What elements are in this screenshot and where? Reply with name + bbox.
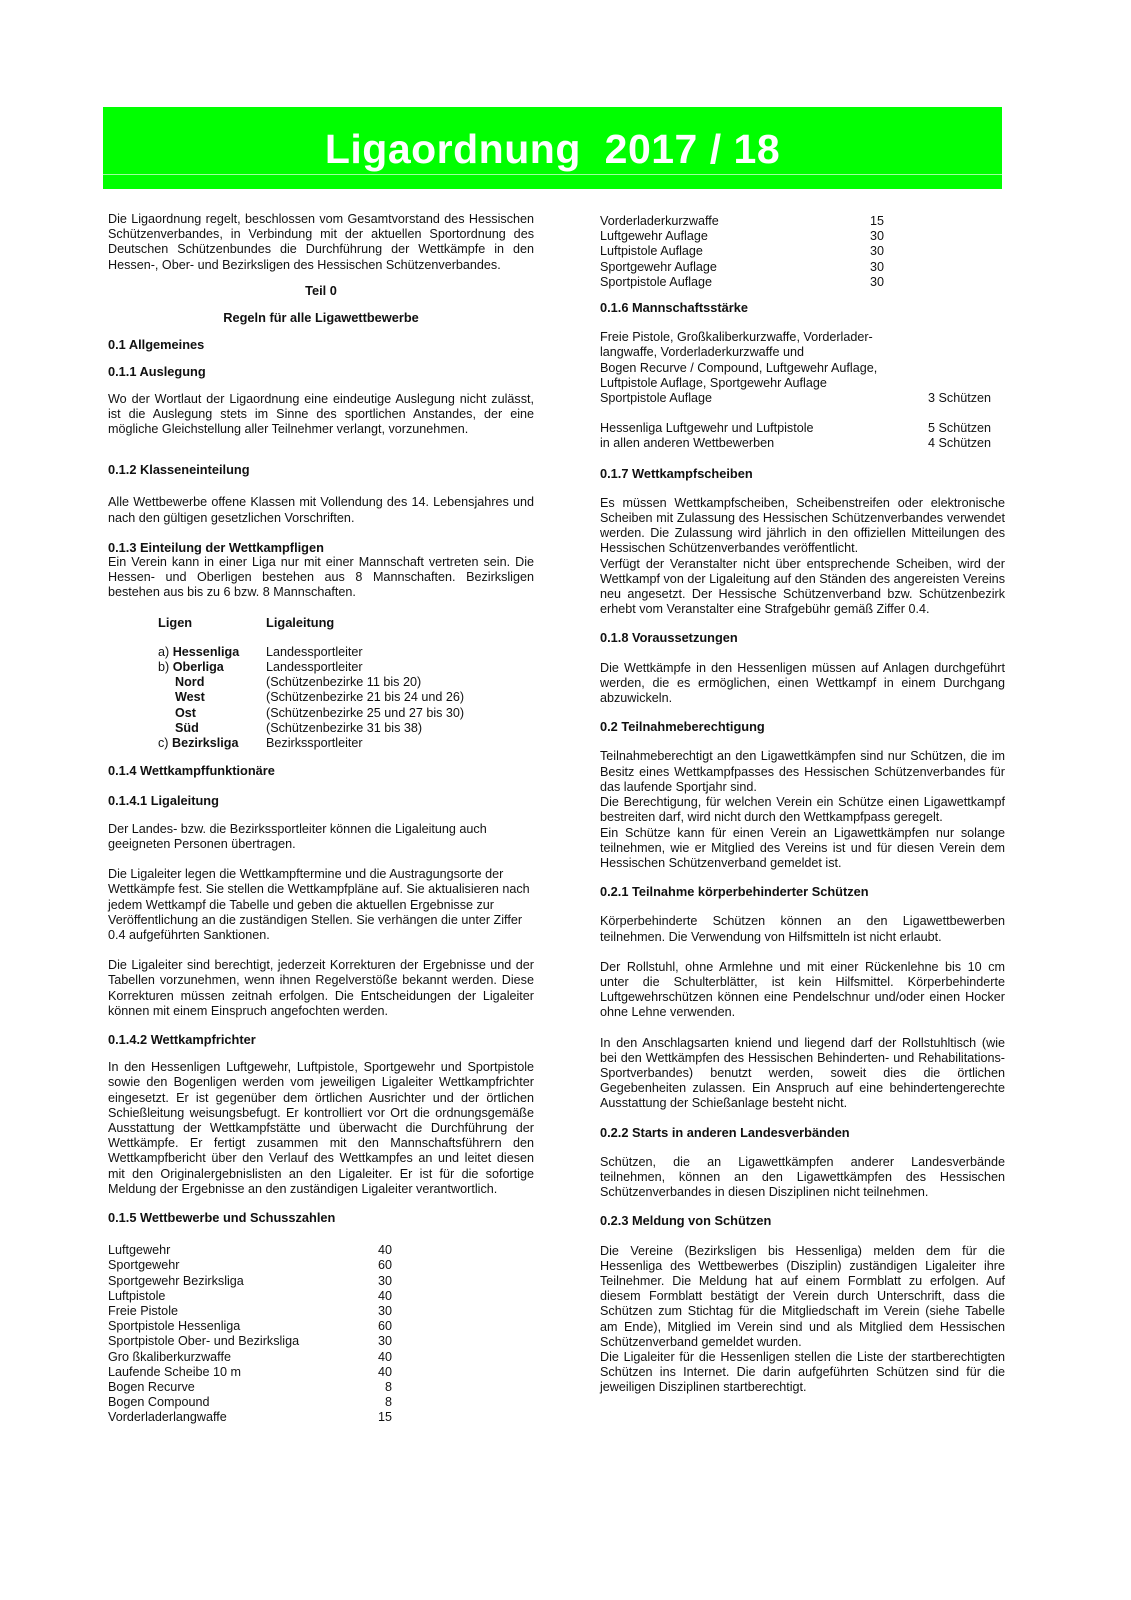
league-lead: (Schützenbezirke 31 bis 38)	[266, 720, 423, 735]
league-name: Süd	[175, 720, 199, 735]
shot-count: 60	[377, 1319, 392, 1334]
section-text-0-2-1-p3: In den Anschlagsarten kniend und liegend darf der Rollstuhltisch (wie bei den Wettkämpfen des Hessischen Behinderten- und Rehabilitations-Sportverbandes) benutzt werden, soweit dies die örtlichen Gegebenheiten zulassen. Ein Anspruch auf eine behindertengerechte Ausstattung der Schießanlage besteht nicht.	[600, 1035, 1005, 1111]
league-lead: Bezirkssportleiter	[266, 736, 363, 751]
section-text-0-1-4-1-p3: Die Ligaleiter sind berechtigt, jederzeit Korrekturen der Ergebnisse und der Tabellen vorzunehmen, wenn ihnen Regelverstöße bekannt werden. Diese Korrekturen müssen zeitnah erfolgen. Die Entscheidungen der Ligaleiter können mit einem Einspruch angefochten werden.	[108, 958, 534, 1018]
league-row	[158, 675, 534, 690]
section-text-0-2-1-p2: Der Rollstuhl, ohne Armlehne und mit einer Rückenlehne bis 10 cm unter die Schulterblätter, ist kein Hilfsmittel. Körperbehinderte Luftgewehrschützen können eine Pendelschnur und/oder einen Hocker ohne Lehne verwenden.	[600, 959, 1005, 1020]
section-heading-0-2-2: 0.2.2 Starts in anderen Landesverbänden	[600, 1124, 850, 1140]
shots-row	[600, 229, 1005, 244]
shot-count: 8	[384, 1379, 392, 1394]
league-prefix: c)	[158, 736, 172, 751]
section-text-0-2-3-p2: Die Ligaleiter für die Hessenligen stellen die Liste der startberechtigten Schützen ins Internet. Die darin aufgeführten Schützen sind für die jeweiligen Disziplinen startberechtigt.	[600, 1349, 1005, 1395]
discipline-name: Vorderladerlangwaffe	[108, 1410, 227, 1425]
shot-count: 15	[377, 1410, 392, 1425]
section-text-0-2-p3: Ein Schütze kann für einen Verein an Ligawettkämpfen nur solange teilnehmen, wie er Mitglied des Vereins ist und für diesen Verein dem Hessischen Schützenverband gemeldet ist.	[600, 825, 1005, 870]
shot-count: 30	[377, 1273, 392, 1288]
league-lead: (Schützenbezirke 11 bis 20)	[266, 675, 422, 690]
team-size-table	[600, 330, 1005, 451]
section-heading-0-1-3: 0.1.3 Einteilung der Wettkampfligen	[108, 539, 324, 555]
shots-table-left	[108, 1243, 534, 1425]
section-heading-0-1-7: 0.1.7 Wettkampfscheiben	[600, 465, 753, 481]
shots-row	[108, 1319, 534, 1334]
section-heading-0-1-8: 0.1.8 Voraussetzungen	[600, 630, 738, 646]
league-lead: (Schützenbezirke 21 bis 24 und 26)	[266, 690, 465, 705]
section-heading-0-1-6: 0.1.6 Mannschaftsstärke	[600, 300, 748, 316]
header-ligaleitung: Ligaleitung	[266, 614, 335, 630]
shot-count: 30	[869, 229, 884, 244]
shot-count: 30	[869, 244, 884, 259]
team-size-value: 4 Schützen	[928, 436, 992, 451]
league-name: Nord	[175, 675, 205, 690]
shots-row	[600, 260, 1005, 275]
section-text-0-2-p2: Die Berechtigung, für welchen Verein ein Schütze einen Ligawettkampf bestreiten darf, wird nicht durch den Wettkampfpass geregelt.	[600, 795, 1005, 825]
league-lead: (Schützenbezirke 25 und 27 bis 30)	[266, 705, 465, 720]
section-text-0-1-8: Die Wettkämpfe in den Hessenligen müssen auf Anlagen durchgeführt werden, die es ermöglichen, einen Wettkampf in einem Durchgang abzuwickeln.	[600, 660, 1005, 706]
shots-row	[108, 1334, 534, 1349]
discipline-name: Sportgewehr Bezirksliga	[108, 1273, 244, 1288]
section-text-0-1-4-2: In den Hessenligen Luftgewehr, Luftpistole, Sportgewehr und Sportpistole sowie den Bogenligen werden vom jeweiligen Ligaleiter Wettkampfrichter eingesetzt. Er ist gegenüber dem örtlichen Ausrichter und der örtlichen Schießleitung weisungsbefugt. Er kontrolliert vor Ort die ordnungsgemäße Ausstattung der Wettkampfstätte und überwacht die Durchführung der Wettkämpfe. Er fertigt zusammen mit den Mannschaftsführern den Wettkampfbericht über den Verlauf des Wettkampfes an und leitet diesen mit den Originalergebnislisten an den Ligaleiter. Er ist für die sofortige Meldung der Ergebnisse an den zuständigen Ligaleiter verantwortlich.	[108, 1060, 534, 1196]
league-table-header	[158, 615, 534, 630]
shot-count: 30	[869, 259, 884, 274]
league-lead: Landessportleiter	[266, 660, 363, 675]
section-text-0-2-1-p1: Körperbehinderte Schützen können an den Ligawettbewerben teilnehmen. Die Verwendung von Hilfsmitteln ist nicht erlaubt.	[600, 914, 1005, 944]
discipline-name: Sportgewehr	[108, 1258, 180, 1273]
section-text-0-1-7-p2: Verfügt der Veranstalter nicht über entsprechende Scheiben, wird der Wettkampf von der Ligaleitung auf den Ständen des angereisten Vereins neu angesetzt. Der Hessische Schützenverband bzw. Schützenbezirk erhebt vom Veranstalter eine Strafgebühr gemäß Ziffer 0.4.	[600, 556, 1005, 617]
section-text-0-1-4-1-p2: Die Ligaleiter legen die Wettkampftermine und die Austragungsorte der Wettkämpfe fest. Sie stellen die Wettkampfpläne auf. Sie aktualisieren nach jedem Wettkampf die Tabelle und geben die aktuellen Ergebnisse zur Veröffentlichung an die zuständigen Stellen. Sie verhängen die unter Ziffer 0.4 aufgeführten Sanktionen.	[108, 867, 530, 942]
team-size-row	[600, 421, 1005, 436]
team-size-value: 5 Schützen	[928, 421, 992, 436]
discipline-name: Luftpistole	[108, 1288, 166, 1303]
shots-table-right	[600, 214, 1005, 290]
right-column	[600, 214, 1005, 1396]
shots-row	[108, 1258, 534, 1273]
section-heading-0-1-5: 0.1.5 Wettbewerbe und Schusszahlen	[108, 1209, 336, 1225]
shots-row	[108, 1304, 534, 1319]
team-size-row	[600, 391, 1005, 406]
league-table	[158, 615, 534, 752]
section-text-0-2-p1: Teilnahmeberechtigt an den Ligawettkämpfen sind nur Schützen, die im Besitz eines Wettkampfpasses des Hessischen Schützenverbandes für das laufende Sportjahr sind.	[600, 749, 1005, 794]
shots-row	[108, 1380, 534, 1395]
header-ligen: Ligen	[158, 614, 193, 630]
shot-count: 15	[869, 214, 884, 228]
shot-count: 40	[377, 1288, 392, 1303]
league-name: Hessenliga	[172, 644, 240, 659]
team-size-label: Sportpistole Auflage	[600, 391, 713, 406]
shots-row	[108, 1350, 534, 1365]
title-banner	[103, 107, 1002, 189]
team-size-row	[600, 436, 1005, 451]
league-prefix: b)	[158, 660, 173, 675]
shots-row	[600, 275, 1005, 290]
team-size-label: Hessenliga Luftgewehr und Luftpistole	[600, 421, 814, 436]
team-size-label: in allen anderen Wettbewerben	[600, 436, 775, 451]
league-name: Bezirksliga	[172, 736, 239, 751]
shots-row	[600, 214, 1005, 229]
discipline-name: Sportpistole Hessenliga	[108, 1319, 241, 1334]
discipline-name: Luftgewehr Auflage	[600, 229, 708, 244]
discipline-name: Sportpistole Ober- und Bezirksliga	[108, 1334, 300, 1349]
shots-row	[600, 244, 1005, 259]
league-row	[158, 706, 534, 721]
league-name: Ost	[175, 705, 196, 720]
section-text-0-1-4-1-p1: Der Landes- bzw. die Bezirkssportleiter können die Ligaleitung auch geeigneten Personen übertragen.	[108, 821, 487, 851]
banner-divider	[103, 174, 1002, 175]
shot-count: 30	[377, 1334, 392, 1349]
shot-count: 40	[377, 1243, 392, 1258]
league-prefix: a)	[158, 644, 173, 659]
part-subtitle: Regeln für alle Ligawettbewerbe	[223, 310, 419, 326]
shot-count: 30	[869, 274, 884, 289]
discipline-name: Sportgewehr Auflage	[600, 259, 717, 274]
shots-row	[108, 1274, 534, 1289]
shots-row	[108, 1365, 534, 1380]
discipline-name: Bogen Compound	[108, 1395, 210, 1410]
section-text-0-1-7-p1: Es müssen Wettkampfscheiben, Scheibenstreifen oder elektronische Scheiben mit Zulassung des Hessischen Schützenverbandes verwendet werden. Die Zulassung wird jährlich in den offiziellen Mitteilungen des Hessischen Schützenverbandes veröffentlicht.	[600, 495, 1005, 556]
shot-count: 8	[384, 1395, 392, 1410]
shots-row	[108, 1410, 534, 1425]
intro-paragraph: Die Ligaordnung regelt, beschlossen vom Gesamtvorstand des Hessischen Schützenverbandes, in Verbindung mit der aktuellen Sportordnung des Deutschen Schützenbundes die Durchführung der Wettkämpfe in den Hessen-, Ober- und Bezirksligen des Hessischen Schützenverbandes.	[108, 212, 534, 272]
section-heading-0-2-3: 0.2.3 Meldung von Schützen	[600, 1213, 772, 1229]
league-row	[158, 721, 534, 736]
section-heading-0-1-4-1: 0.1.4.1 Ligaleitung	[108, 793, 219, 809]
league-lead: Landessportleiter	[266, 644, 363, 659]
section-text-0-1-1: Wo der Wortlaut der Ligaordnung eine eindeutige Auslegung nicht zulässt, ist die Auslegung stets im Sinne des sportlichen Anstandes, der eine mögliche Gleichstellung aller Teilnehmer verlangt, vorzunehmen.	[108, 391, 534, 437]
shot-count: 60	[377, 1258, 392, 1273]
section-heading-0-2: 0.2 Teilnahmeberechtigung	[600, 719, 765, 735]
shot-count: 40	[377, 1349, 392, 1364]
discipline-name: Gro ßkaliberkurzwaffe	[108, 1349, 231, 1364]
left-column	[108, 212, 534, 1426]
shot-count: 30	[377, 1303, 392, 1318]
shots-row	[108, 1395, 534, 1410]
shots-row	[108, 1289, 534, 1304]
discipline-name: Laufende Scheibe 10 m	[108, 1364, 242, 1379]
team-size-line: Freie Pistole, Großkaliberkurzwaffe, Vorderlader-	[600, 330, 873, 345]
shots-row	[108, 1243, 534, 1258]
team-size-line: Bogen Recurve / Compound, Luftgewehr Auflage,	[600, 360, 878, 375]
discipline-name: Freie Pistole	[108, 1303, 178, 1318]
section-heading-0-1-2: 0.1.2 Klasseneinteilung	[108, 462, 250, 478]
league-name: Oberliga	[172, 660, 224, 675]
section-heading-0-2-1: 0.2.1 Teilnahme körperbehinderter Schützen	[600, 884, 869, 900]
league-row	[158, 736, 534, 751]
discipline-name: Bogen Recurve	[108, 1379, 195, 1394]
team-size-line: Luftpistole Auflage, Sportgewehr Auflage	[600, 375, 827, 390]
league-name: West	[175, 690, 205, 705]
discipline-name: Luftpistole Auflage	[600, 244, 703, 259]
section-text-0-1-3: Ein Verein kann in einer Liga nur mit einer Mannschaft vertreten sein. Die Hessen- und Oberligen bestehen aus 8 Mannschaften. Bezirksligen bestehen aus bis zu 6 bzw. 8 Mannschaften.	[108, 555, 534, 600]
discipline-name: Vorderladerkurzwaffe	[600, 214, 719, 228]
league-row	[158, 645, 534, 660]
section-text-0-2-2: Schützen, die an Ligawettkämpfen anderer Landesverbände teilnehmen, können an den Ligawettkämpfen des Hessischen Schützenverbandes in diesen Disziplinen nicht teilnehmen.	[600, 1154, 1005, 1200]
section-text-0-2-3-p1: Die Vereine (Bezirksligen bis Hessenliga) melden dem für die Hessenliga des Wettbewerbes (Disziplin) zuständigen Ligaleiter ihre Teilnehmer. Die Meldung hat auf einem Formblatt zu erfolgen. Auf diesem Formblatt bestätigt der Verein durch Unterschrift, dass die Schützen zum Stichtag für die Mitgliedschaft im Verein (siehe Tabelle am Ende), Mitglied im Verein sind und als Mitglied dem Hessischen Schützenverband gemeldet wurden.	[600, 1243, 1005, 1349]
shot-count: 40	[377, 1364, 392, 1379]
team-size-value: 3 Schützen	[928, 391, 992, 406]
section-text-0-1-2: Alle Wettbewerbe offene Klassen mit Vollendung des 14. Lebensjahres und nach den gültigen gesetzlichen Vorschriften.	[108, 495, 534, 525]
part-title: Teil 0	[305, 282, 337, 298]
team-size-line: langwaffe, Vorderladerkurzwaffe und	[600, 345, 804, 360]
discipline-name: Sportpistole Auflage	[600, 274, 713, 289]
league-row	[158, 690, 534, 705]
league-row	[158, 660, 534, 675]
document-title: Ligaordnung 2017 / 18	[324, 126, 781, 172]
discipline-name: Luftgewehr	[108, 1243, 171, 1258]
section-heading-0-1-1: 0.1.1 Auslegung	[108, 364, 206, 380]
section-heading-0-1-4: 0.1.4 Wettkampffunktionäre	[108, 763, 275, 779]
section-heading-0-1: 0.1 Allgemeines	[108, 337, 205, 353]
section-heading-0-1-4-2: 0.1.4.2 Wettkampfrichter	[108, 1031, 256, 1047]
